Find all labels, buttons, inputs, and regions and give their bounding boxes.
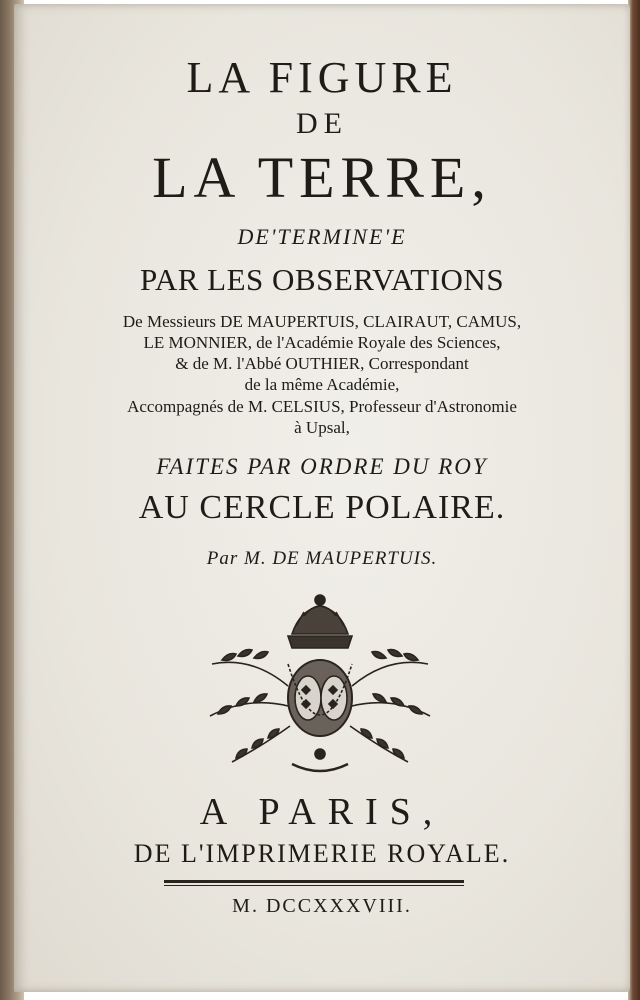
title-line-la-figure: LA FIGURE (186, 53, 458, 102)
body-line: de la même Académie, (244, 375, 400, 394)
body-line: LE MONNIER, de l'Académie Royale des Sciences, (143, 333, 501, 352)
title-page (14, 4, 630, 992)
title-line-ordre-du-roy: FAITES PAR ORDRE DU ROY (156, 454, 488, 479)
imprint-date: M. DCCXXXVIII. (232, 895, 412, 917)
body-line: à Upsal, (294, 418, 350, 437)
royal-arms-vignette-icon (192, 586, 448, 782)
title-line-la-terre: LA TERRE, (152, 145, 492, 210)
title-line-observations: PAR LES OBSERVATIONS (139, 262, 505, 297)
double-rule-thick (164, 880, 464, 883)
title-line-de: DE (296, 107, 348, 140)
title-line-determinee: DE'TERMINE'E (237, 224, 407, 249)
body-line: De Messieurs DE MAUPERTUIS, CLAIRAUT, CAMUS, (122, 312, 522, 331)
title-line-cercle-polaire: AU CERCLE POLAIRE. (138, 489, 506, 526)
double-rule-thin (164, 885, 464, 886)
imprint-press: DE L'IMPRIMERIE ROYALE. (133, 839, 511, 868)
author-line: Par M. DE MAUPERTUIS. (206, 548, 438, 569)
body-line: Accompagnés de M. CELSIUS, Professeur d'Astronomie (127, 397, 517, 416)
imprint-city: A PARIS, (199, 791, 445, 833)
body-line: & de M. l'Abbé OUTHIER, Correspondant (175, 354, 469, 373)
